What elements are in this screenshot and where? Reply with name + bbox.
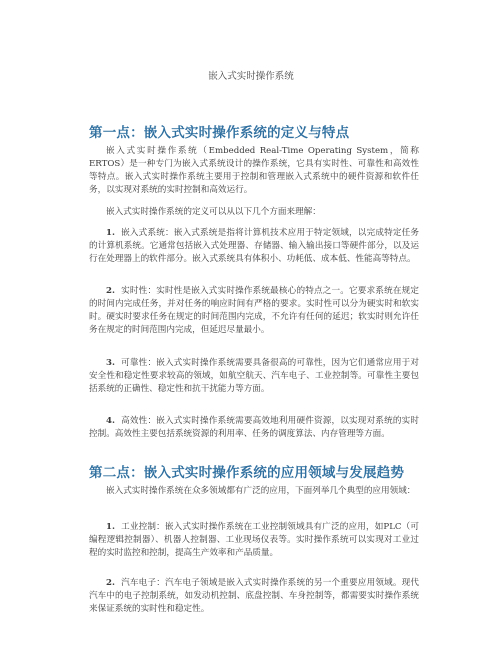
section-1-item-4 xyxy=(89,415,419,441)
item-text: 嵌入式系统：嵌入式系统是指将计算机技术应用于特定领域，以完成特定任务的计算机系统。它通常包括嵌入式处理器、存储器、输入输出接口等硬件部分，以及运行在处理器上的软件部分。嵌入式系统具有体积小、功耗低、成本低、性能高等特点。 xyxy=(89,228,419,264)
section-1-lead: 嵌入式实时操作系统的定义可以从以下几个方面来理解： xyxy=(106,207,321,217)
section-1-heading: 第一点：嵌入式实时操作系统的定义与特点 xyxy=(89,125,350,141)
item-text: 实时性：实时性是嵌入式实时操作系统最核心的特点之一。它要求系统在规定的时间内完成任务，并对任务的响应时间有严格的要求。实时性可以分为硬实时和软实时。硬实时要求任务在规定的时间范围内完成，不允许有任何的延迟；软实时则允许任务在规定的时间范围内完成，但延迟尽量最小。 xyxy=(89,286,419,335)
item-number: 3. xyxy=(106,358,115,368)
item-text: 高效性：嵌入式实时操作系统需要高效地利用硬件资源，以实现对系统的实时控制。高效性主要包括系统资源的利用率、任务的调度算法、内存管理等方面。 xyxy=(89,416,419,439)
section-1-intro: 嵌入式实时操作系统（Embedded Real-Time Operating System，简称 ERTOS）是一种专门为嵌入式系统设计的操作系统，它具有实时性、可靠性和高效性等特点。嵌入式实时操作系统主要用于控制和管理嵌入式系统中的硬件资源和软件任务，以实现对系统的实时控制和高效运行。 xyxy=(89,146,419,195)
item-text: 可靠性：嵌入式实时操作系统需要具备很高的可靠性，因为它们通常应用于对安全性和稳定性要求较高的领域，如航空航天、汽车电子、工业控制等。可靠性主要包括系统的正确性、稳定性和抗干扰能力等方面。 xyxy=(89,358,419,394)
document-title: 嵌入式实时操作系统 xyxy=(208,71,294,82)
section-2-heading: 第二点：嵌入式实时操作系统的应用领域与发展趋势 xyxy=(89,465,405,481)
item-number: 1. xyxy=(106,228,115,238)
section-2-item-1 xyxy=(89,521,419,560)
item-text: 汽车电子：汽车电子领域是嵌入式实时操作系统的另一个重要应用领域。现代汽车中的电子控制系统，如发动机控制、底盘控制、车身控制等，都需要实时操作系统来保证系统的实时性和稳定性。 xyxy=(89,578,419,614)
item-number: 2. xyxy=(106,286,115,296)
section-2-intro: 嵌入式实时操作系统在众多领域都有广泛的应用，下面列举几个典型的应用领域： xyxy=(106,486,416,496)
section-1-item-1 xyxy=(89,227,419,266)
item-text: 工业控制：嵌入式实时操作系统在工业控制领域具有广泛的应用，如PLC（可编程逻辑控制器）、机器人控制器、工业现场仪表等。实时操作系统可以实现对工业过程的实时监控和控制，提高生产效率和产品质量。 xyxy=(89,522,419,558)
item-number: 4. xyxy=(106,416,115,426)
section-2-item-2 xyxy=(89,577,419,616)
item-number: 2. xyxy=(106,578,115,588)
section-1-item-3 xyxy=(89,357,419,396)
item-number: 1. xyxy=(106,522,115,532)
section-1-item-2 xyxy=(89,285,419,337)
